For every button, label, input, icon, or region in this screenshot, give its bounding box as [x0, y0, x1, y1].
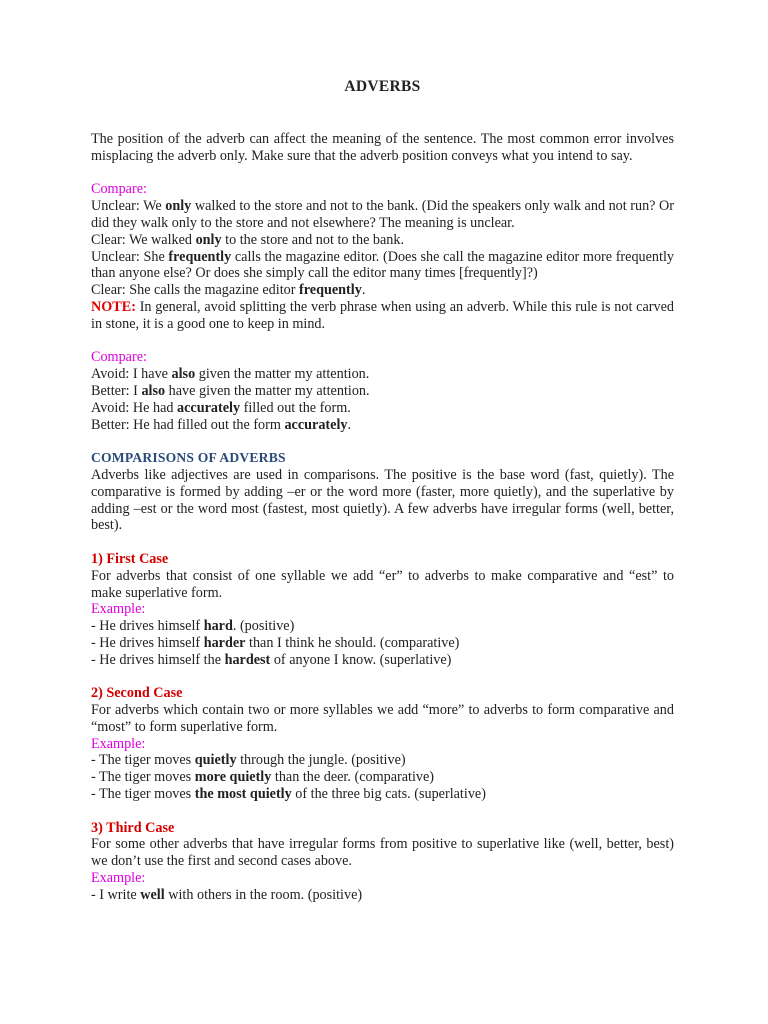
intro-paragraph: The position of the adverb can affect the meaning of the sentence. The most common error involves misplacing the adverb only. Make sure that the adverb position conveys what you intend to say. [91, 131, 674, 164]
example-label: Example: [91, 735, 146, 752]
case-paragraph: For adverbs which contain two or more syllables we add “more” to adverbs to form comparative and “most” to form superlative form. [91, 702, 674, 735]
case-1-section [91, 551, 674, 669]
example-line: Better: He had filled out the form accurately. [91, 416, 352, 433]
case-heading: 1) First Case [91, 550, 169, 567]
compare-label: Compare: [91, 349, 147, 366]
case-2-section [91, 685, 674, 803]
example-line: - The tiger moves the most quietly of the three big cats. (superlative) [91, 786, 486, 803]
section-heading: COMPARISONS OF ADVERBS [91, 450, 286, 466]
example-line: - The tiger moves more quietly than the deer. (comparative) [91, 769, 435, 786]
case-3-section [91, 820, 674, 904]
example-line: - He drives himself hard. (positive) [91, 618, 295, 635]
example-line: - The tiger moves quietly through the jungle. (positive) [91, 752, 406, 769]
note-label: NOTE: [91, 298, 136, 315]
example-line: Avoid: I have also given the matter my attention. [91, 366, 370, 383]
comparisons-paragraph: Adverbs like adjectives are used in comparisons. The positive is the base word (fast, quietly). The comparative is formed by adding –er or the word more (faster, more quietly), and the superlative by adding –est or the word most (fastest, most quietly). A few adverbs have irregular forms (well, better, best). [91, 466, 674, 534]
example-line: Avoid: He had accurately filled out the form. [91, 399, 351, 416]
case-heading: 3) Third Case [91, 819, 175, 836]
case-paragraph: For some other adverbs that have irregular forms from positive to superlative like (well, better, best) we don’t use the first and second cases above. [91, 836, 674, 870]
example-unclear-1: Unclear: We only walked to the store and not to the bank. (Did the speakers only walk and not run? Or did they walk only to the store and not elsewhere? The meaning is unclear. [91, 198, 674, 231]
example-clear-1: Clear: We walked only to the store and not to the bank. [91, 231, 405, 248]
example-clear-2: Clear: She calls the magazine editor frequently. [91, 282, 366, 299]
compare-section-2 [91, 349, 674, 433]
example-unclear-2: Unclear: She frequently calls the magazine editor. (Does she call the magazine editor more frequently than anyone else? Or does she simply call the editor many times [frequently]?) [91, 248, 675, 282]
example-line: Better: I also have given the matter my attention. [91, 382, 370, 399]
case-heading: 2) Second Case [91, 685, 183, 702]
document-body [91, 131, 674, 904]
example-label: Example: [91, 870, 146, 887]
note-paragraph: NOTE: In general, avoid splitting the verb phrase when using an adverb. While this rule is not carved in stone, it is a good one to keep in mind. [91, 298, 674, 332]
case-paragraph: For adverbs that consist of one syllable we add “er” to adverbs to make comparative and “est” to make superlative form. [91, 567, 674, 601]
example-line: - I write well with others in the room. (positive) [91, 886, 363, 903]
example-line: - He drives himself the hardest of anyone I know. (superlative) [91, 651, 452, 668]
page-title: ADVERBS [344, 78, 421, 95]
compare-section-1 [91, 181, 674, 332]
comparisons-section [91, 450, 674, 534]
compare-label: Compare: [91, 181, 147, 198]
example-line: - He drives himself harder than I think he should. (comparative) [91, 634, 460, 651]
example-label: Example: [91, 601, 146, 618]
